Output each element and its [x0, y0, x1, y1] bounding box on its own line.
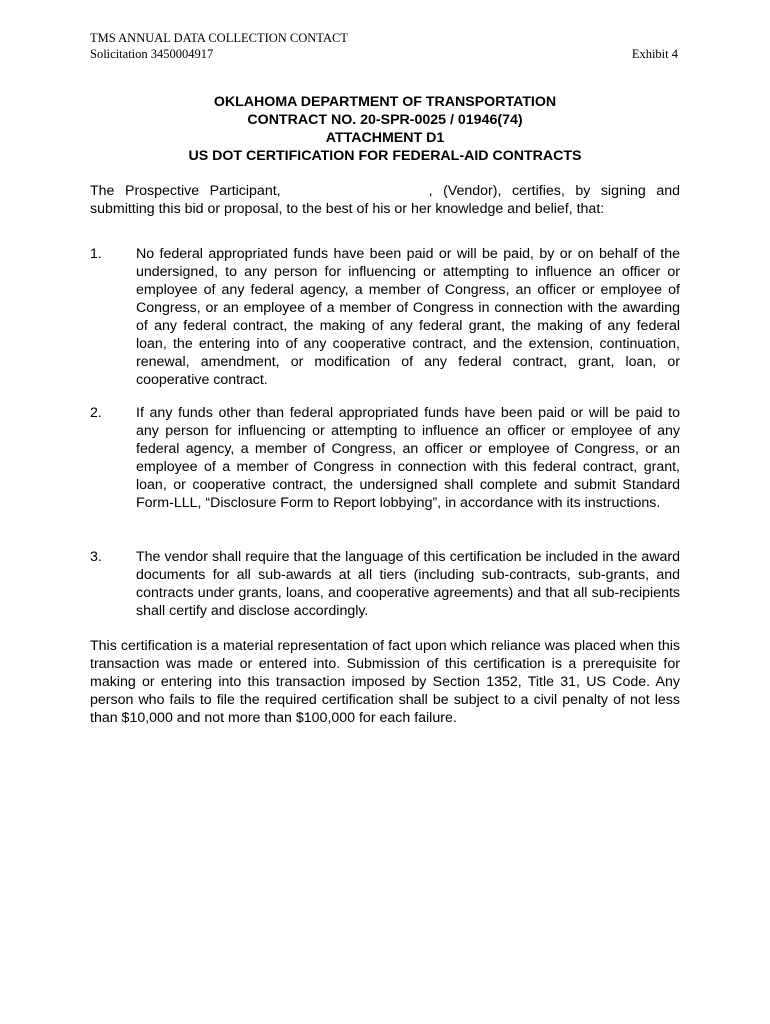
- title-department: OKLAHOMA DEPARTMENT OF TRANSPORTATION: [213, 94, 557, 110]
- page-header-left: [90, 30, 348, 62]
- closing-paragraph: This certification is a material representation of fact upon which reliance was placed when this transaction was made or entered into. Submission of this certification is a prerequisite for making or entering into this transaction imposed by Section 1352, Title 31, US Code. Any person who fails to file the required certification shall be subject to a civil penalty of not less than $10,000 and not more than $100,000 for each failure.: [90, 638, 680, 726]
- intro-paragraph: [90, 182, 680, 218]
- intro-before-blank: The Prospective Participant,: [90, 183, 281, 199]
- item-text: The vendor shall require that the language of this certification be included in the award documents for all sub-awards at all tiers (including sub-contracts, sub-grants, and contracts under grants, loans, and cooperative agreements) and that all sub-recipients shall certify and disclose accordingly.: [136, 549, 680, 619]
- item-text: No federal appropriated funds have been paid or will be paid, by or on behalf of the undersigned, to any person for influencing or attempting to influence an officer or employee of any federal agency, a member of Congress, an officer or employee of Congress, or an employee of a member of Congress in connection with the awarding of any federal contract, the making of any federal grant, the making of any federal loan, the entering into of any cooperative contract, and the extension, continuation, renewal, amendment, or modification of any federal contract, grant, loan, or cooperative contract.: [136, 246, 680, 388]
- header-title: TMS ANNUAL DATA COLLECTION CONTACT: [90, 31, 348, 45]
- certification-item-1: [90, 245, 680, 389]
- item-text: If any funds other than federal appropriated funds have been paid or will be paid to any person for influencing or attempting to influence an officer or employee of any federal agency, a member of Congress, an officer or employee of Congress, or an employee of a member of Congress in connection with this federal contract, grant, loan, or cooperative contract, the undersigned shall complete and submit Standard Form-LLL, “Disclosure Form to Report lobbying”, in accordance with its instructions.: [136, 405, 680, 511]
- header-exhibit: Exhibit 4: [631, 47, 678, 61]
- certification-item-3: [90, 548, 680, 620]
- item-number: 1.: [90, 246, 102, 262]
- certification-item-2: [90, 404, 680, 512]
- intro-after-blank: , (Vendor), certifies, by signing and submitting this bid or proposal, to the best of his or her knowledge and belief, that:: [90, 183, 680, 217]
- title-certification: US DOT CERTIFICATION FOR FEDERAL-AID CONTRACTS: [188, 148, 582, 164]
- title-attachment: ATTACHMENT D1: [325, 130, 445, 146]
- item-number: 3.: [90, 549, 102, 565]
- document-title: [90, 93, 680, 165]
- title-contract-number: CONTRACT NO. 20-SPR-0025 / 01946(74): [247, 112, 523, 128]
- header-solicitation: Solicitation 3450004917: [90, 47, 214, 61]
- item-number: 2.: [90, 405, 102, 421]
